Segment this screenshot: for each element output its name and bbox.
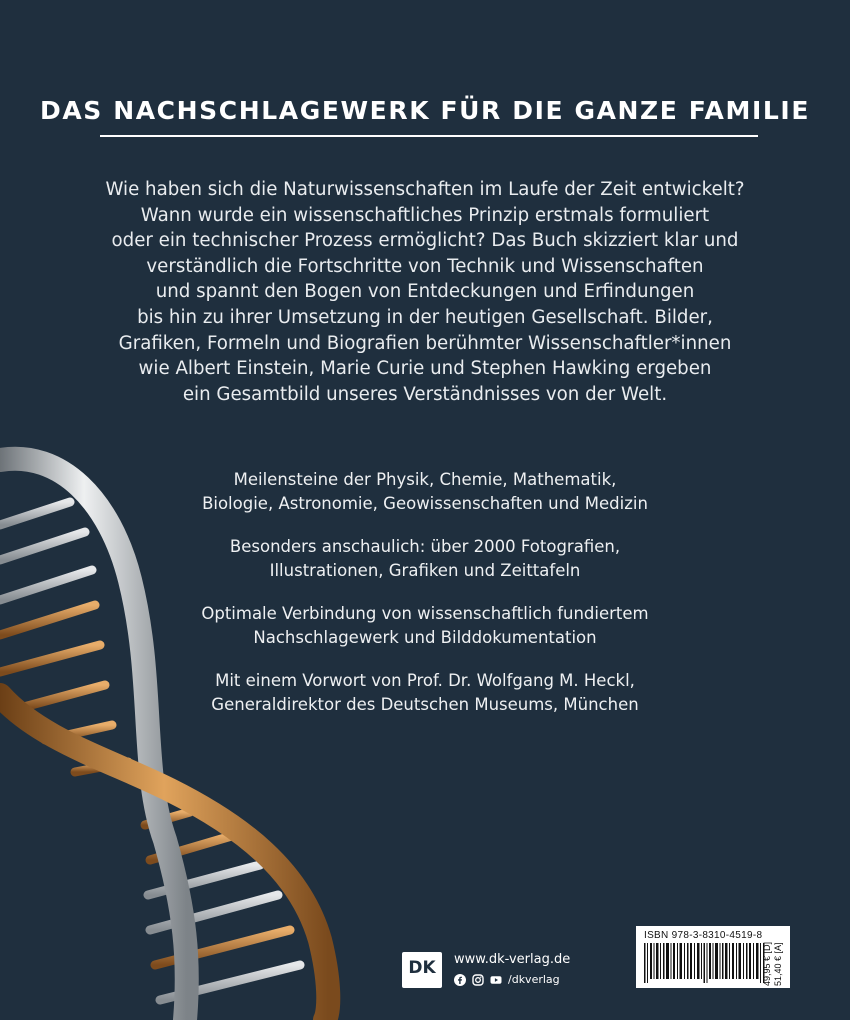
helix-rung xyxy=(20,685,105,708)
highlight-line: Meilensteine der Physik, Chemie, Mathematik, xyxy=(233,470,617,489)
social-links xyxy=(454,973,560,986)
intro-line: wie Albert Einstein, Marie Curie und Stephen Hawking ergeben xyxy=(138,358,712,380)
highlight-line: Optimale Verbindung von wissenschaftlich fundiertem xyxy=(201,604,649,623)
instagram-icon[interactable] xyxy=(472,974,484,986)
price-austria: 51,40 € [A] xyxy=(773,942,783,986)
dk-logo: DK xyxy=(402,952,442,988)
highlight-item xyxy=(150,602,700,649)
highlight-line: Illustrationen, Grafiken und Zeittafeln xyxy=(269,560,581,580)
intro-line: Wie haben sich die Naturwissenschaften im Laufe der Zeit entwickelt? xyxy=(105,179,745,200)
highlight-item xyxy=(150,468,700,515)
cover-heading: DAS NACHSCHLAGEWERK FÜR DIE GANZE FAMILIE xyxy=(40,96,810,125)
helix-rung xyxy=(0,502,70,525)
highlight-line: Biologie, Astronomie, Geowissenschaften und Medizin xyxy=(202,493,648,513)
highlight-line: Nachschlagewerk und Bilddokumentation xyxy=(253,627,597,647)
helix-rung xyxy=(0,605,95,635)
intro-line: bis hin zu ihrer Umsetzung in der heutigen Gesellschaft. Bilder, xyxy=(137,306,713,328)
intro-line: Wann wurde ein wissenschaftliches Prinzip erstmals formuliert xyxy=(140,204,710,226)
social-handle: /dkverlag xyxy=(508,973,560,986)
intro-line: oder ein technischer Prozess ermöglicht? Das Buch skizziert klar und xyxy=(111,230,739,252)
intro-line: ein Gesamtbild unseres Verständnisses von der Welt. xyxy=(182,383,668,405)
facebook-icon[interactable] xyxy=(454,974,466,986)
highlight-line: Mit einem Vorwort von Prof. Dr. Wolfgang M. Heckl, xyxy=(215,671,635,690)
highlight-item xyxy=(150,535,700,582)
feature-highlights xyxy=(150,468,700,736)
helix-rung xyxy=(0,645,100,672)
highlight-item xyxy=(150,669,700,716)
youtube-icon[interactable] xyxy=(490,974,502,986)
helix-rung xyxy=(0,570,92,600)
price-germany: 49,95 € [D] xyxy=(762,941,772,986)
intro-line: verständlich die Fortschritte von Technik und Wissenschaften xyxy=(146,255,704,277)
price-labels xyxy=(762,926,784,986)
intro-line: und spannt den Bogen von Entdeckungen und Erfindungen xyxy=(155,281,695,303)
barcode-box xyxy=(636,926,790,988)
heading-divider xyxy=(100,135,758,137)
highlight-line: Generaldirektor des Deutschen Museums, München xyxy=(211,694,639,714)
isbn-number: ISBN 978-3-8310-4519-8 xyxy=(644,930,763,941)
intro-line: Grafiken, Formeln und Biografien berühmter Wissenschaftler*innen xyxy=(118,332,732,354)
barcode-image xyxy=(644,943,766,983)
publisher-url[interactable]: www.dk-verlag.de xyxy=(454,952,571,967)
helix-rung xyxy=(0,532,85,560)
intro-paragraph xyxy=(60,177,790,407)
highlight-line: Besonders anschaulich: über 2000 Fotografien, xyxy=(229,537,621,556)
